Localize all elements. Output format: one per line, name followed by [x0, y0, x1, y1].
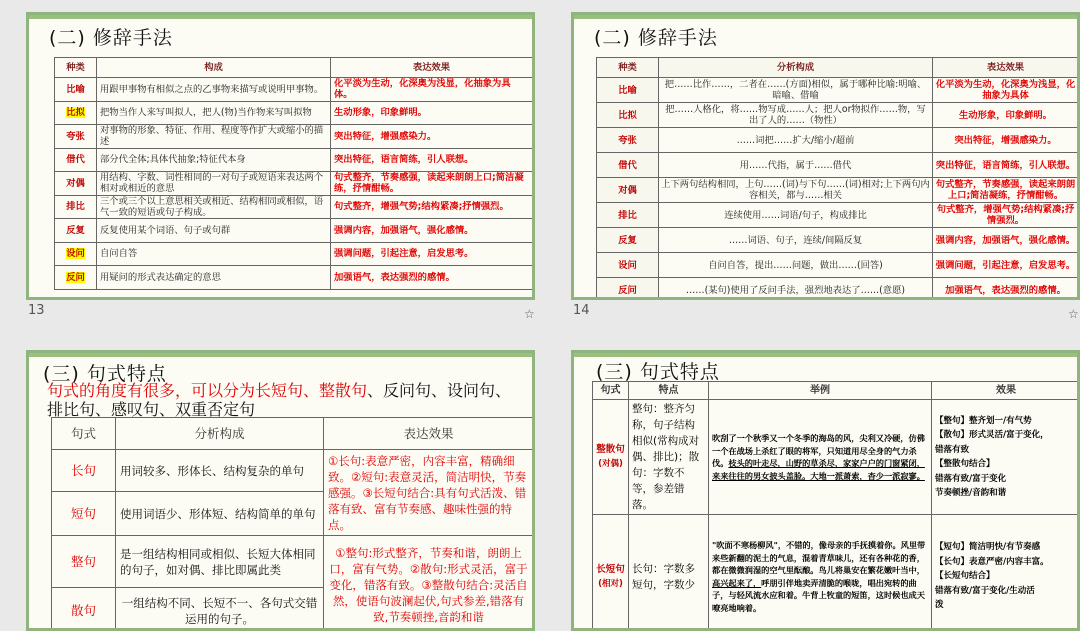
sentence-form-table: [51, 417, 534, 631]
effect-line: 【长短句结合】: [935, 571, 995, 582]
column-header: 种类: [55, 58, 97, 78]
rhetoric-analysis: ……词把……扩大/缩小/超前: [659, 128, 933, 153]
slide-top-bar: [29, 15, 532, 19]
sentence-type: 短句: [52, 492, 116, 536]
table-row: [597, 253, 1079, 278]
effect-line: 【散句】形式灵活/富于变化，: [935, 430, 1049, 440]
table-row: [55, 242, 533, 266]
intro-rest-text: 、反问句、设问句、排比句、感叹句、双重否定句: [47, 381, 512, 419]
rhetoric-type-cell: [55, 266, 97, 290]
table-row: [55, 219, 533, 243]
slide-top-bar: [574, 15, 1077, 19]
rhetoric-effect: 加强语气，表达强烈的感情。: [933, 278, 1079, 301]
rhetoric-effect: 句式整齐，节奏感强，读起来朗朗上口;简洁凝练，抒情酣畅。: [331, 172, 533, 196]
rhetoric-type-cell: [55, 78, 97, 102]
rhetoric-effect: 加强语气，表达强烈的感情。: [331, 266, 533, 290]
column-header: 分析构成: [659, 58, 933, 78]
slide-number: 14: [573, 303, 590, 318]
rhetoric-effect: 句式整齐，增强气势;结构紧凑;抒情强烈。: [933, 203, 1079, 228]
rhetoric-analysis: 把……比作……，二者在……(方面)相似，属于哪种比喻:明喻、暗喻、借喻: [659, 78, 933, 103]
sentence-effect: [932, 515, 1080, 631]
sentence-type-cell: [593, 400, 629, 515]
intro-red-text: 句式的角度有很多，可以分为长短句、整散句: [47, 381, 368, 400]
effect-line: 泼: [935, 600, 944, 611]
example-underlined-text: 枝头的叶走尽，山野的草杀尽，家家户户的门窗紧闭，来来往往的男女披头盖脸。大地一派萧索，杳少一派寂寥。: [712, 458, 925, 481]
rhetoric-analysis: 用……代指，属于……借代: [659, 153, 933, 178]
rhetoric-effect: 突出特征，语言简练，引人联想。: [933, 153, 1079, 178]
table-row: [55, 125, 533, 149]
table-row: [55, 195, 533, 219]
effect-line: 【短句】简洁明快/有节奏感: [935, 542, 1041, 553]
example-text: 吹刮了一个秋季又一个冬季的海岛的风，尖利又冷硬，仿佛一个在战场上杀红了眼的将军，只知道用尽全身的气力杀伐。: [712, 433, 925, 468]
effect-line: 【长句】表意严密/内容丰富。: [935, 556, 1049, 567]
rhetoric-desc: 把物当作人来写叫拟人，把人(物)当作物来写叫拟物: [97, 101, 331, 125]
sentence-desc: 使用词语少、形体短、结构简单的单句: [116, 492, 324, 536]
column-header: 种类: [597, 58, 659, 78]
rhetoric-effect: 强调问题，引起注意，启发思考。: [331, 242, 533, 266]
rhetoric-table: [54, 57, 533, 290]
sentence-effect: ①长句:表意严密，内容丰富，精确细致。②短句:表意灵活，简洁明快，节奏感强。③长短句结合:具有句式活泼、错落有致、富有节奏感、趣味性强的特点。: [324, 450, 534, 536]
rhetoric-analysis: 自问自答，提出……问题，做出……(回答): [659, 253, 933, 278]
column-header: 特点: [629, 382, 709, 400]
rhetoric-effect: 生动形象，印象鲜明。: [933, 103, 1079, 128]
table-row: [55, 172, 533, 196]
sentence-type: 长句: [52, 450, 116, 492]
example-tail-text: 呼朋引伴地卖弄清脆的喉咙，唱出宛转的曲子，与轻风流水应和着。牛背上牧童的短笛，这时候也成天嘹亮地响着。: [712, 577, 925, 613]
sentence-type: 长短句: [596, 563, 625, 575]
column-header: 举例: [709, 382, 932, 400]
rhetoric-desc: 对事物的形象、特征、作用、程度等作扩大或缩小的描述: [97, 125, 331, 149]
sentence-feature: 整句：整齐匀称，句子结构相似(常构成对偶、排比)；散句：字数不等，参差错落。: [629, 400, 709, 515]
rhetoric-type-cell: [55, 101, 97, 125]
column-header: 构成: [97, 58, 331, 78]
sentence-type: 散句: [52, 588, 116, 631]
sentence-type: 整句: [52, 536, 116, 588]
sentence-type: 整散句: [596, 444, 625, 455]
rhetoric-effect: 化平淡为生动，化深奥为浅显，化抽象为具体。: [331, 78, 533, 102]
table-row: [597, 228, 1079, 253]
rhetoric-analysis: 连续使用……词语/句子，构成排比: [659, 203, 933, 228]
slide-16-thumbnail[interactable]: [571, 350, 1080, 631]
slide-number: 13: [28, 303, 45, 318]
rhetoric-type: 排比: [597, 203, 659, 228]
rhetoric-type: 借代: [66, 154, 85, 166]
rhetoric-type: 夸张: [66, 130, 85, 142]
table-row: [597, 178, 1079, 203]
table-row: [55, 78, 533, 102]
rhetoric-effect: 强调内容，加强语气，强化感情。: [933, 228, 1079, 253]
effect-line: 【整散句结合】: [935, 459, 995, 469]
rhetoric-desc: 用疑问的形式表达确定的意思: [97, 266, 331, 290]
example-underlined-text: 高兴起来了，: [712, 577, 762, 588]
sentence-subtype: (相对): [598, 578, 623, 589]
rhetoric-type: 夸张: [597, 128, 659, 153]
slide-title: (三) 句式特点: [43, 363, 167, 385]
rhetoric-type: 对偶: [597, 178, 659, 203]
rhetoric-effect: 突出特征，增强感染力。: [331, 125, 533, 149]
rhetoric-type-cell: [55, 172, 97, 196]
slide-title: (二) 修辞手法: [594, 27, 718, 49]
sentence-desc: 用词较多、形体长、结构复杂的单句: [116, 450, 324, 492]
example-text: "吹面不寒杨柳风"，不错的，像母亲的手抚摸着你。风里带来些新翻的泥土的气息，混着青草味儿，还有各种花的香，都在微微润湿的空气里酝酿。鸟儿将巢安在繁花嫩叶当中，: [712, 540, 926, 575]
table-row: [597, 78, 1079, 103]
rhetoric-effect: 突出特征，增强感染力。: [933, 128, 1079, 153]
column-header: 分析构成: [116, 418, 324, 450]
table-row: [55, 266, 533, 290]
sentence-effect: ①整句:形式整齐，节奏和谐，朗朗上口，富有气势。②散句:形式灵活，富于变化，错落有致。③整散句结合:灵活自然，使语句波澜起伏,句式参差,错落有致,节奏顿挫,音韵和谐: [324, 536, 534, 631]
rhetoric-effect: 生动形象，印象鲜明。: [331, 101, 533, 125]
star-icon[interactable]: ☆: [1068, 307, 1079, 321]
table-row: [55, 101, 533, 125]
rhetoric-effect: 句式整齐，节奏感强，读起来朗朗上口;简洁凝练，抒情酣畅。: [933, 178, 1079, 203]
rhetoric-desc: 用结构、字数、词性相同的一对句子或短语来表达两个相对或相近的意思: [97, 172, 331, 196]
slide-title: (三) 句式特点: [596, 361, 720, 383]
sentence-desc: 一组结构不同、长短不一、各句式交错运用的句子。: [116, 588, 324, 631]
table-row: [597, 103, 1079, 128]
sentence-type-cell: [593, 515, 629, 631]
rhetoric-type: 比拟: [597, 103, 659, 128]
rhetoric-desc: 反复使用某个词语、句子或句群: [97, 219, 331, 243]
slide-title: (二) 修辞手法: [49, 27, 173, 49]
sentence-example: [709, 400, 932, 515]
rhetoric-effect: 强调问题，引起注意，启发思考。: [933, 253, 1079, 278]
rhetoric-analysis: ……(某句)使用了反问手法，强烈地表达了……(意愿): [659, 278, 933, 301]
sentence-types-intro: [47, 381, 527, 419]
column-header: 句式: [593, 382, 629, 400]
rhetoric-analysis: 把……人格化，将……物写成……人；把人or物拟作……物，写出了人的……（物性）: [659, 103, 933, 128]
column-header: 表达效果: [331, 58, 533, 78]
effect-line: 错落有致/富于变化/生动活: [935, 585, 1035, 596]
column-header: 表达效果: [933, 58, 1079, 78]
table-row: [597, 203, 1079, 228]
table-row: [597, 128, 1079, 153]
table-row: [597, 153, 1079, 178]
rhetoric-type: 借代: [597, 153, 659, 178]
rhetoric-analysis-table: [596, 57, 1079, 300]
rhetoric-desc: 自问自答: [97, 242, 331, 266]
rhetoric-type: 比拟: [66, 107, 85, 119]
rhetoric-effect: 强调内容，加强语气，强化感情。: [331, 219, 533, 243]
slide-top-bar: [29, 353, 532, 357]
star-icon[interactable]: ☆: [524, 307, 535, 321]
rhetoric-type-cell: [55, 242, 97, 266]
effect-line: 节奏顿挫/音韵和谐: [935, 488, 1007, 498]
rhetoric-type-cell: [55, 125, 97, 149]
rhetoric-effect: 突出特征，语言简练，引人联想。: [331, 148, 533, 172]
sentence-feature: 长句：字数多短句，字数少: [629, 515, 709, 631]
sentence-effect: [932, 400, 1080, 515]
table-row: [597, 278, 1079, 301]
table-row: [55, 148, 533, 172]
effect-line: 【整句】整齐划一/有气势: [935, 415, 1032, 426]
rhetoric-type: 反复: [66, 224, 85, 236]
rhetoric-desc: 部分代全体;具体代抽象;特征代本身: [97, 148, 331, 172]
rhetoric-type-cell: [55, 148, 97, 172]
slide-14-thumbnail[interactable]: [571, 12, 1080, 300]
rhetoric-effect: 句式整齐，增强气势;结构紧凑;抒情强烈。: [331, 195, 533, 219]
effect-line: 错落有致: [935, 444, 970, 455]
rhetoric-desc: 用跟甲事物有相似之点的乙事物来描写或说明甲事物。: [97, 78, 331, 102]
rhetoric-type: 排比: [66, 201, 85, 213]
sentence-subtype: (对偶): [598, 459, 623, 469]
slide-13-thumbnail[interactable]: [26, 12, 535, 300]
rhetoric-effect: 化平淡为生动，化深奥为浅显，化抽象为具体: [933, 78, 1079, 103]
column-header: 表达效果: [324, 418, 534, 450]
rhetoric-desc: 三个或三个以上意思相关或相近、结构相同或相似，语气一致的短语或句子构成。: [97, 195, 331, 219]
sentence-example-table: [592, 381, 1080, 631]
rhetoric-type: 比喻: [597, 78, 659, 103]
rhetoric-type: 反问: [597, 278, 659, 301]
sentence-desc: 是一组结构相同或相似、长短大体相同的句子，如对偶、排比即属此类: [116, 536, 324, 588]
column-header: 效果: [932, 382, 1080, 400]
rhetoric-type: 反问: [66, 271, 85, 283]
rhetoric-analysis: 上下两句结构相同，上句……(词)与下句……(词)相对;上下两句内容相关，都与……相关: [659, 178, 933, 203]
column-header: 句式: [52, 418, 116, 450]
sentence-example: [709, 515, 932, 631]
effect-line: 错落有致/富于变化: [935, 473, 1007, 484]
rhetoric-type: 反复: [597, 228, 659, 253]
rhetoric-type: 设问: [597, 253, 659, 278]
rhetoric-type: 对偶: [66, 177, 85, 189]
rhetoric-type: 比喻: [66, 83, 85, 95]
rhetoric-type: 设问: [66, 248, 85, 260]
rhetoric-analysis: ……词语、句子，连续/间隔反复: [659, 228, 933, 253]
slide-15-thumbnail[interactable]: [26, 350, 535, 631]
rhetoric-type-cell: [55, 219, 97, 243]
rhetoric-type-cell: [55, 195, 97, 219]
